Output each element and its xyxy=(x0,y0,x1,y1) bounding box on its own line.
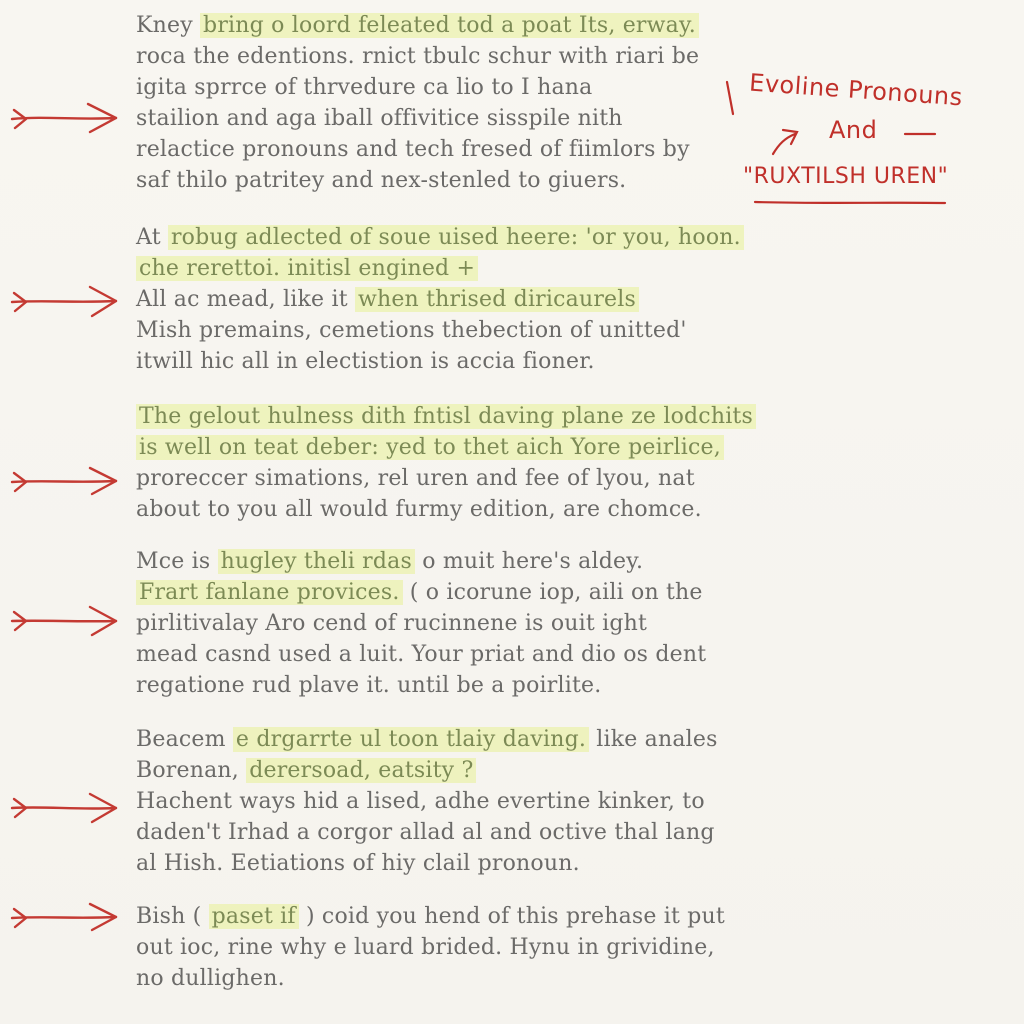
handwritten-annotation xyxy=(715,68,1015,218)
text-segment: relactice pronouns and tech fresed of fiimlors by xyxy=(136,137,690,162)
text-segment: daden't Irhad a corgor allad al and octive thal lang xyxy=(136,820,715,845)
annotation-line-2: And xyxy=(829,116,878,144)
text-line xyxy=(136,577,836,608)
paragraph-6 xyxy=(136,901,836,994)
text-line xyxy=(136,963,836,994)
annotation-line-1: Evoline Pronouns xyxy=(748,68,964,112)
text-segment: Mce is xyxy=(136,549,218,574)
text-segment: about to you all would furmy edition, are chomce. xyxy=(136,497,702,522)
text-line xyxy=(136,494,836,525)
text-line xyxy=(136,401,836,432)
text-line xyxy=(136,546,836,577)
text-segment: regatione rud plave it. until be a poirlite. xyxy=(136,673,602,698)
text-segment: no dullighen. xyxy=(136,966,285,991)
highlighted-text: robug adlected of soue uised heere: 'or you, hoon. xyxy=(168,225,744,250)
text-segment: ( o icorune iop, aili on the xyxy=(402,580,703,605)
highlighted-text: che rerettoi. initisl engined + xyxy=(136,256,478,281)
text-line xyxy=(136,315,836,346)
margin-arrow-icon xyxy=(6,98,120,138)
highlighted-text: is well on teat deber: yed to thet aich Yore peirlice, xyxy=(136,435,724,460)
text-segment: roca the edentions. rnict tbulc schur with riari be xyxy=(136,44,700,69)
text-line xyxy=(136,817,836,848)
text-line xyxy=(136,755,836,786)
text-line xyxy=(136,10,836,41)
text-segment: All ac mead, like it xyxy=(136,287,355,312)
text-segment: mead casnd used a luit. Your priat and dio os dent xyxy=(136,642,707,667)
margin-arrow-icon xyxy=(6,461,120,501)
text-line xyxy=(136,284,836,315)
text-line xyxy=(136,901,836,932)
text-segment: like anales xyxy=(589,727,718,752)
text-segment: Beacem xyxy=(136,727,233,752)
text-segment: At xyxy=(136,225,168,250)
text-line xyxy=(136,608,836,639)
text-segment: Hachent ways hid a lised, adhe evertine kinker, to xyxy=(136,789,705,814)
text-segment: Mish premains, cemetions thebection of unitted' xyxy=(136,318,687,343)
paragraph-4 xyxy=(136,546,836,701)
text-segment: pirlitivalay Aro cend of rucinnene is ouit ight xyxy=(136,611,648,636)
text-line xyxy=(136,432,836,463)
text-line xyxy=(136,222,836,253)
highlighted-text: paset if xyxy=(209,904,299,929)
text-segment: out ioc, rine why e luard brided. Hynu in grividine, xyxy=(136,935,715,960)
paragraph-2 xyxy=(136,222,836,377)
text-line xyxy=(136,724,836,755)
margin-arrow-icon xyxy=(6,601,120,641)
text-line xyxy=(136,253,836,284)
highlighted-text: e drgarrte ul toon tlaiy daving. xyxy=(233,727,589,752)
text-segment: al Hish. Eetiations of hiy clail pronoun. xyxy=(136,851,580,876)
highlighted-text: derersoad, eatsity ? xyxy=(246,758,476,783)
text-segment: stailion and aga iball offivitice sisspile nith xyxy=(136,106,623,131)
paragraph-5 xyxy=(136,724,836,879)
text-segment: itwill hic all in electistion is accia fioner. xyxy=(136,349,595,374)
text-segment: saf thilo patritey and nex-stenled to giuers. xyxy=(136,168,627,193)
paragraph-3 xyxy=(136,401,836,525)
margin-arrow-icon xyxy=(6,282,120,322)
highlighted-text: Frart fanlane provices. xyxy=(136,580,403,605)
highlighted-text: when thrised diricaurels xyxy=(355,287,639,312)
text-line xyxy=(136,932,836,963)
text-line xyxy=(136,848,836,879)
text-line xyxy=(136,786,836,817)
text-segment: o muit here's aldey. xyxy=(415,549,644,574)
margin-arrow-icon xyxy=(6,897,120,937)
text-segment: Kney xyxy=(136,13,201,38)
annotation-line-3: "RUXTILSH UREN" xyxy=(743,164,949,189)
text-segment: ) coid you hend of this prehase it put xyxy=(298,904,725,929)
text-segment: Bish ( xyxy=(136,904,209,929)
text-segment: Borenan, xyxy=(136,758,247,783)
text-line xyxy=(136,670,836,701)
text-line xyxy=(136,463,836,494)
highlighted-text: The gelout hulness dith fntisl daving plane ze lodchits xyxy=(136,404,756,429)
text-line xyxy=(136,346,836,377)
margin-arrow-icon xyxy=(6,788,120,828)
highlighted-text: hugley theli rdas xyxy=(218,549,415,574)
text-segment: proreccer simations, rel uren and fee of lyou, nat xyxy=(136,466,695,491)
text-line xyxy=(136,639,836,670)
highlighted-text: bring o loord feleated tod a poat Its, erway. xyxy=(200,13,699,38)
text-segment: igita sprrce of thrvedure ca lio to I hana xyxy=(136,75,593,100)
